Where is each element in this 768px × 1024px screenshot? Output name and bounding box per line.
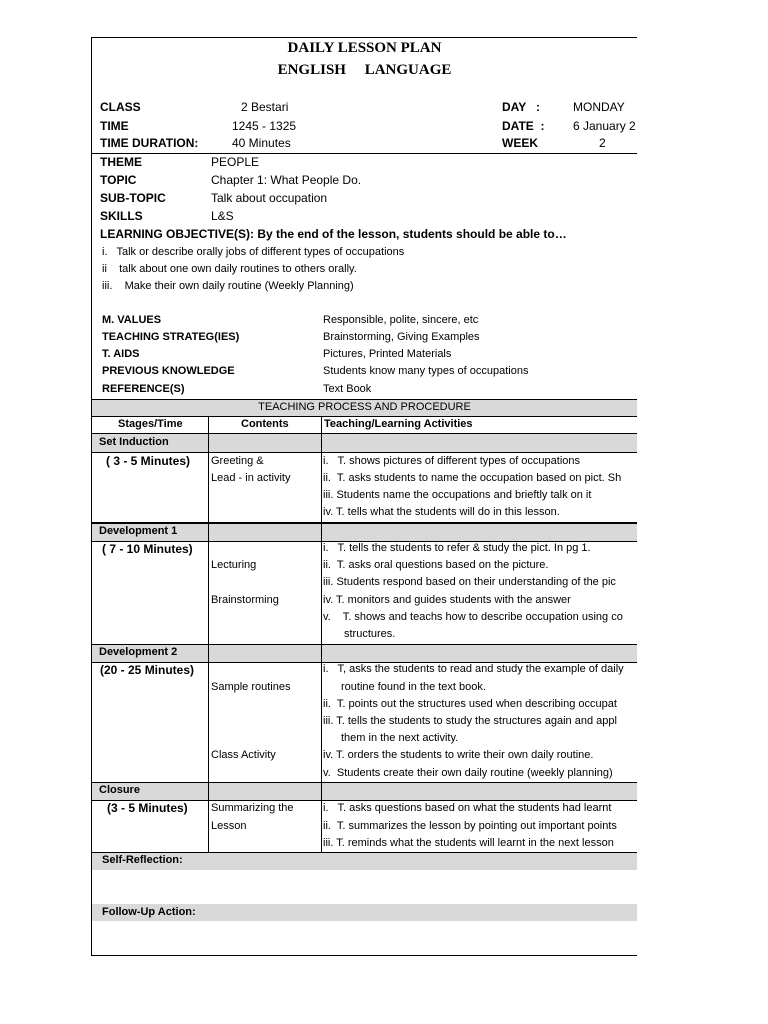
stage-time: ( 3 - 5 Minutes) — [106, 454, 191, 468]
time-label: TIME — [100, 119, 129, 133]
date-value: 6 January 2 — [573, 119, 636, 133]
col-contents: Contents — [241, 418, 289, 430]
doc-subtitle: ENGLISH LANGUAGE — [277, 62, 452, 78]
objective-item: iii. Make their own daily routine (Weekly Planning) — [102, 280, 354, 292]
time-value: 1245 - 1325 — [232, 119, 297, 133]
activity-item: ii. T. asks students to name the occupation based on pict. Sh — [323, 472, 622, 484]
content-item: Class Activity — [211, 749, 276, 761]
content-item: Summarizing the — [211, 802, 294, 814]
col-activities: Teaching/Learning Activities — [324, 418, 473, 430]
stage-time: (3 - 5 Minutes) — [107, 801, 188, 815]
stage-set-induction: Set Induction — [99, 436, 169, 448]
process-heading: TEACHING PROCESS AND PROCEDURE — [258, 401, 471, 413]
activity-item: iv. T. orders the students to write their own daily routine. — [323, 749, 594, 761]
activity-item: iii. T. tells the students to study the structures again and appl — [323, 715, 617, 727]
class-label: CLASS — [100, 100, 141, 114]
theme-value: PEOPLE — [211, 155, 260, 169]
col-stages: Stages/Time — [118, 418, 183, 430]
references-value: Text Book — [323, 383, 372, 395]
activity-item: iii. T. reminds what the students will learnt in the next lesson — [323, 837, 614, 849]
duration-label: TIME DURATION: — [100, 136, 199, 150]
day-value: MONDAY — [573, 100, 625, 114]
content-item: Sample routines — [211, 681, 291, 693]
rule — [92, 452, 637, 453]
topic-value: Chapter 1: What People Do. — [211, 173, 362, 187]
activity-item: iii. Students name the occupations and brieftly talk on it — [323, 489, 592, 501]
duration-value: 40 Minutes — [232, 136, 291, 150]
objective-item: ii talk about one own daily routines to others orally. — [102, 263, 357, 275]
stage-time: (20 - 25 Minutes) — [100, 663, 195, 677]
lesson-plan-sheet — [91, 37, 637, 956]
references-label: REFERENCE(S) — [102, 383, 185, 395]
column-rule — [321, 416, 322, 852]
doc-title: DAILY LESSON PLAN — [287, 40, 442, 56]
objective-item: i. Talk or describe orally jobs of different types of occupations — [102, 246, 405, 258]
activity-item: ii. T. points out the structures used when describing occupat — [323, 698, 617, 710]
stage-closure: Closure — [99, 784, 140, 796]
header-divider — [92, 153, 637, 154]
activity-item: iv. T. monitors and guides students with the answer — [323, 594, 571, 606]
stage-time: ( 7 - 10 Minutes) — [102, 542, 193, 556]
date-label: DATE : — [502, 119, 545, 133]
activity-item: iii. Students respond based on their understanding of the pic — [323, 576, 616, 588]
activity-item: v. Students create their own daily routine (weekly planning) — [323, 767, 613, 779]
follow-up-label: Follow-Up Action: — [102, 906, 196, 918]
activity-item: ii. T. summarizes the lesson by pointing out important points — [323, 820, 617, 832]
activity-item: i. T, asks the students to read and study the example of daily — [323, 663, 624, 675]
subtopic-label: SUB-TOPIC — [100, 191, 166, 205]
activity-item: i. T. shows pictures of different types of occupations — [323, 455, 581, 467]
activity-item: i. T. asks questions based on what the students had learnt — [323, 802, 612, 814]
activity-item: ii. T. asks oral questions based on the picture. — [323, 559, 549, 571]
prev-knowledge-value: Students know many types of occupations — [323, 365, 529, 377]
stage-bg — [92, 434, 637, 452]
content-item: Brainstorming — [211, 594, 279, 606]
class-value: 2 Bestari — [241, 100, 289, 114]
values-label: M. VALUES — [102, 314, 162, 326]
stage-development-1: Development 1 — [99, 525, 178, 537]
activity-item: routine found in the text book. — [341, 681, 486, 693]
theme-label: THEME — [100, 155, 142, 169]
content-item: Lesson — [211, 820, 247, 832]
week-value: 2 — [599, 136, 606, 150]
self-reflection-label: Self-Reflection: — [102, 854, 183, 866]
week-label: WEEK — [502, 136, 538, 150]
column-rule — [208, 416, 209, 852]
strategies-label: TEACHING STRATEG(IES) — [102, 331, 240, 343]
stage-development-2: Development 2 — [99, 646, 178, 658]
prev-knowledge-label: PREVIOUS KNOWLEDGE — [102, 365, 235, 377]
activity-item: iv. T. tells what the students will do in this lesson. — [323, 506, 560, 518]
rule — [92, 399, 637, 400]
aids-label: T. AIDS — [102, 348, 140, 360]
rule — [92, 416, 637, 417]
activity-item: v. T. shows and teachs how to describe occupation using co — [323, 611, 623, 623]
strategies-value: Brainstorming, Giving Examples — [323, 331, 480, 343]
content-item: Lecturing — [211, 559, 257, 571]
activity-item: i. T. tells the students to refer & study the pict. In pg 1. — [323, 542, 591, 554]
subtopic-value: Talk about occupation — [211, 191, 328, 205]
stage-bg — [92, 783, 637, 800]
skills-value: L&S — [211, 209, 234, 223]
topic-label: TOPIC — [100, 173, 137, 187]
day-label: DAY : — [502, 100, 541, 114]
values-value: Responsible, polite, sincere, etc — [323, 314, 479, 326]
objectives-heading: LEARNING OBJECTIVE(S): By the end of the lesson, students should be able to… — [100, 227, 567, 241]
skills-label: SKILLS — [100, 209, 143, 223]
content-item: Greeting & — [211, 455, 264, 467]
content-item: Lead - in activity — [211, 472, 291, 484]
aids-value: Pictures, Printed Materials — [323, 348, 452, 360]
activity-item: structures. — [344, 628, 396, 640]
activity-item: them in the next activity. — [341, 732, 459, 744]
